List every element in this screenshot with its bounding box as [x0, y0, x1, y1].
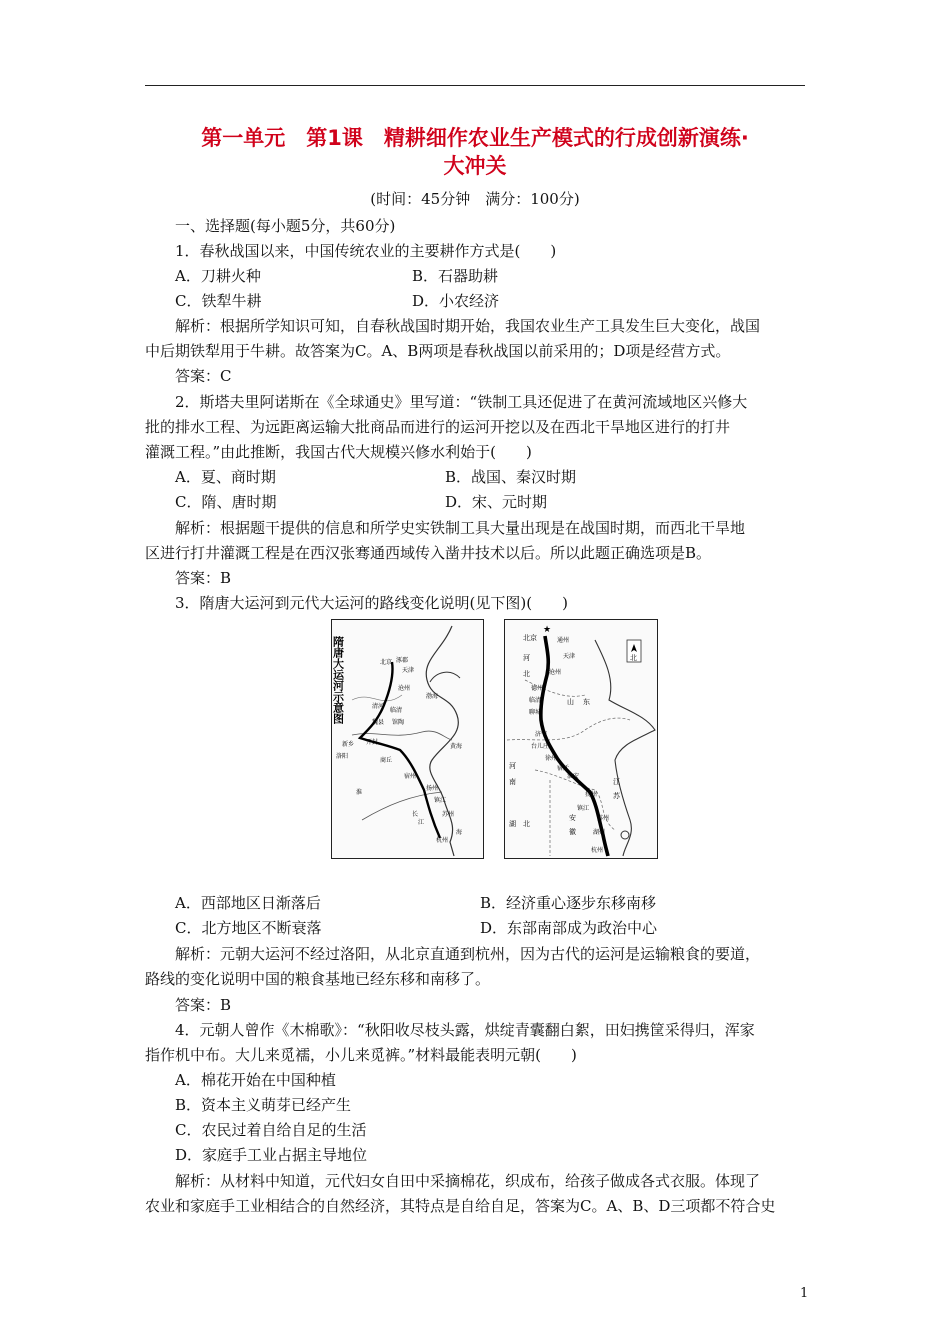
q4-stem-line2: 指作机中布。大儿来觅襦，小儿来觅裤。”材料最能表明元朝( )	[145, 1046, 577, 1064]
header-rule	[145, 85, 805, 86]
svg-text:临清: 临清	[529, 697, 542, 704]
svg-text:魏县: 魏县	[372, 719, 385, 726]
svg-text:北京: 北京	[380, 659, 393, 666]
q2-option-c: C．隋、唐时期	[175, 493, 277, 511]
svg-text:苏: 苏	[613, 792, 620, 800]
q3-option-a: A．西部地区日渐落后	[175, 894, 321, 912]
svg-text:淮安: 淮安	[567, 773, 580, 780]
svg-text:淮: 淮	[356, 789, 363, 796]
q4-option-d: D．家庭手工业占据主导地位	[175, 1146, 368, 1164]
svg-text:渤海: 渤海	[426, 693, 439, 700]
section-heading: 一、选择题(每小题5分，共60分)	[175, 217, 396, 235]
svg-text:湖: 湖	[509, 820, 516, 828]
svg-text:清河: 清河	[372, 703, 385, 710]
q2-stem-line3: 灌溉工程。”由此推断，我国古代大规模兴修水利始于( )	[145, 443, 532, 461]
sui-tang-canal-map-figure	[332, 620, 483, 858]
q1-stem: 1．春秋战国以来，中国传统农业的主要耕作方式是( )	[175, 242, 557, 260]
svg-text:海: 海	[456, 829, 463, 836]
q2-analysis-line2: 区进行打井灌溉工程是在西汉张骞通西域传入凿井技术以后。所以此题正确选项是B。	[145, 544, 712, 562]
svg-text:沧州: 沧州	[398, 685, 411, 692]
svg-text:镇江: 镇江	[434, 797, 447, 804]
q1-option-b: B．石器助耕	[412, 267, 499, 285]
svg-text:北京: 北京	[523, 634, 537, 642]
q2-option-b: B．战国、秦汉时期	[445, 468, 577, 486]
q4-option-c: C．农民过着自给自足的生活	[175, 1121, 367, 1139]
svg-text:黄海: 黄海	[450, 743, 463, 750]
svg-text:新乡: 新乡	[342, 741, 355, 748]
svg-text:馆陶: 馆陶	[392, 719, 405, 726]
svg-text:徽: 徽	[569, 828, 576, 836]
svg-text:洛阳: 洛阳	[336, 753, 349, 760]
svg-text:宿州: 宿州	[404, 773, 417, 780]
svg-text:天津: 天津	[563, 653, 576, 660]
q3-analysis-line1: 解析：元朝大运河不经过洛阳，从北京直通到杭州，因为古代的运河是运输粮食的要道，	[175, 945, 761, 963]
q1-answer: 答案：C	[175, 367, 232, 385]
svg-text:沧州: 沧州	[549, 669, 562, 676]
q3-analysis-line2: 路线的变化说明中国的粮食基地已经东移和南移了。	[145, 970, 491, 988]
svg-text:北: 北	[630, 654, 637, 662]
svg-text:台儿庄: 台儿庄	[531, 743, 550, 750]
svg-text:河: 河	[509, 762, 516, 770]
q2-analysis-line1: 解析：根据题干提供的信息和所学史实铁制工具大量出现是在战国时期，而西北干旱地	[175, 519, 746, 537]
q4-option-b: B．资本主义萌芽已经产生	[175, 1096, 352, 1114]
q4-analysis-line1: 解析：从材料中知道，元代妇女自田中采摘棉花，织成布，给孩子做成各式衣服。体现了	[175, 1172, 761, 1190]
q4-option-a: A．棉花开始在中国种植	[175, 1071, 336, 1089]
svg-text:北: 北	[523, 670, 530, 678]
q3-stem: 3．隋唐大运河到元代大运河的路线变化说明(见下图)( )	[175, 594, 568, 612]
svg-text:扬州: 扬州	[585, 791, 598, 798]
q2-answer: 答案：B	[175, 569, 232, 587]
q1-option-d: D．小农经济	[412, 292, 500, 310]
svg-text:徐州: 徐州	[545, 755, 558, 762]
svg-text:南: 南	[509, 778, 516, 786]
svg-text:开封: 开封	[366, 739, 379, 746]
q2-option-d: D．宋、元时期	[445, 493, 548, 511]
svg-text:东: 东	[583, 698, 590, 706]
q3-option-b: B．经济重心逐步东移南移	[480, 894, 657, 912]
svg-text:济宁: 济宁	[535, 731, 548, 738]
svg-text:河: 河	[523, 654, 530, 662]
svg-text:山: 山	[567, 698, 574, 706]
q1-analysis-line2: 中后期铁犁用于牛耕。故答案为C。A、B两项是春秋战国以前采用的；D项是经营方式。	[145, 342, 731, 360]
svg-text:镇江: 镇江	[577, 805, 590, 812]
q1-option-c: C．铁犁牛耕	[175, 292, 262, 310]
svg-text:北: 北	[523, 820, 530, 828]
svg-text:苏州: 苏州	[442, 811, 455, 818]
svg-text:苏州: 苏州	[597, 815, 610, 822]
q1-option-a: A．刀耕火种	[175, 267, 261, 285]
svg-text:长: 长	[412, 811, 419, 818]
svg-text:临清: 临清	[390, 707, 403, 714]
svg-text:杭州: 杭州	[591, 847, 604, 854]
q3-option-c: C．北方地区不断衰落	[175, 919, 322, 937]
q4-analysis-line2: 农业和家庭手工业相结合的自然经济，其特点是自给自足，答案为C。A、B、D三项都不符合史	[145, 1197, 776, 1215]
svg-text:扬州: 扬州	[426, 785, 439, 792]
svg-text:隋唐大运河示意图: 隋唐大运河示意图	[332, 636, 345, 724]
svg-text:杭州: 杭州	[436, 837, 449, 844]
svg-text:聊城: 聊城	[529, 709, 542, 716]
q3-answer: 答案：B	[175, 996, 232, 1014]
svg-text:★: ★	[543, 625, 552, 635]
svg-text:江: 江	[418, 819, 425, 826]
q2-option-a: A．夏、商时期	[175, 468, 276, 486]
page-title-line1: 第一单元 第1课 精耕细作农业生产模式的行成创新演练·	[201, 126, 749, 150]
svg-text:商丘: 商丘	[380, 757, 393, 764]
svg-text:通州: 通州	[557, 637, 570, 644]
yuan-canal-map	[504, 619, 658, 859]
map-left-title	[332, 635, 345, 725]
sui-tang-canal-map	[331, 619, 484, 859]
q1-analysis-line1: 解析：根据所学知识可知，自春秋战国时期开始，我国农业生产工具发生巨大变化，战国	[175, 317, 761, 335]
yuan-canal-map-figure	[505, 620, 657, 858]
svg-text:涿郡: 涿郡	[396, 657, 409, 664]
q2-stem-line2: 批的排水工程、为远距离运输大批商品而进行的运河开挖以及在西北干旱地区进行的打井	[145, 418, 731, 436]
page-number: 1	[800, 1286, 809, 1301]
page-title-line2: 大冲关	[443, 154, 507, 178]
q3-option-d: D．东部南部成为政治中心	[480, 919, 658, 937]
svg-text:德州: 德州	[531, 685, 544, 692]
exam-meta: (时间：45分钟 满分：100分)	[370, 190, 580, 208]
svg-text:安: 安	[569, 814, 576, 822]
svg-text:宿迁: 宿迁	[557, 765, 570, 772]
q4-stem-line1: 4．元朝人曾作《木棉歌》：“秋阳收尽枝头露，烘绽青囊翻白絮，田妇携筐采得归，浑家	[175, 1021, 755, 1039]
svg-text:天津: 天津	[402, 667, 415, 674]
svg-text:江: 江	[613, 778, 620, 786]
q2-stem-line1: 2．斯塔夫里阿诺斯在《全球通史》里写道：“铁制工具还促进了在黄河流域地区兴修大	[175, 393, 748, 411]
svg-text:湖州: 湖州	[593, 829, 606, 836]
